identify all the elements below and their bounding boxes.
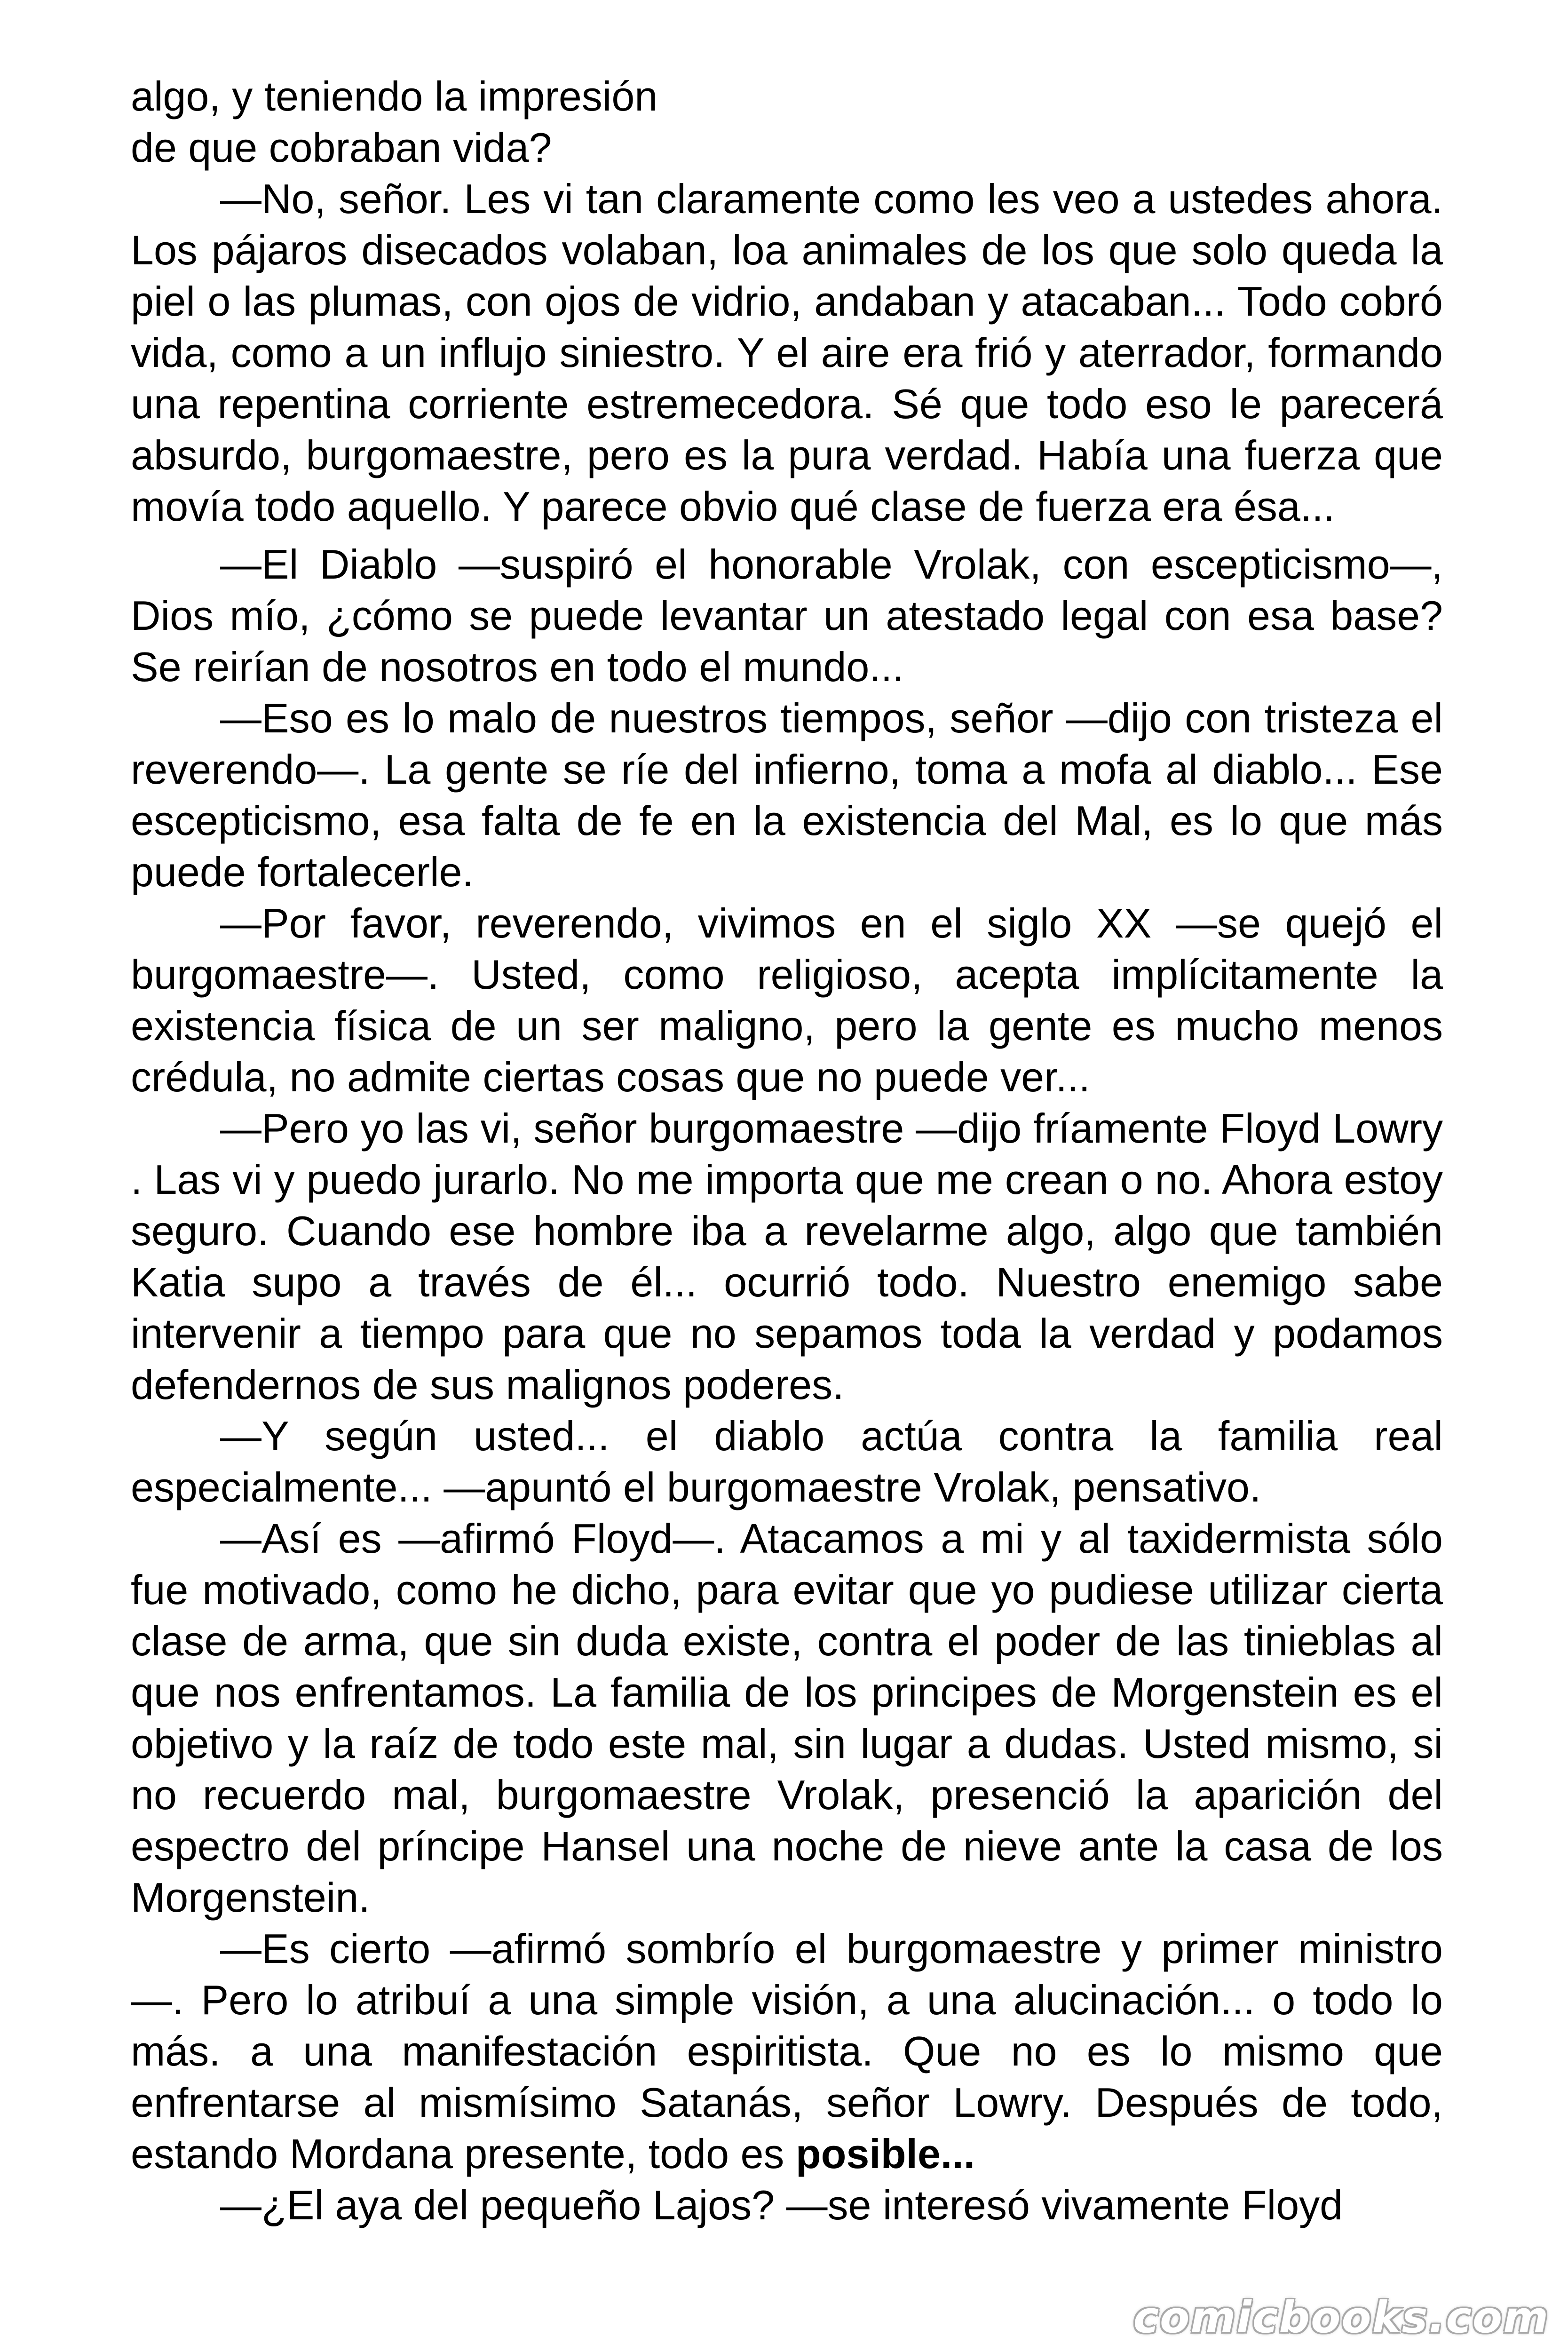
paragraph-9 <box>131 1923 1443 2179</box>
paragraph-1 <box>131 71 1443 173</box>
paragraph-5: —Por favor, reverendo, vivimos en el siglo XX —se quejó el burgomaestre—. Usted, como religioso, acepta implícitamente la existencia física de un ser maligno, pero la gente es mucho menos crédula, no admite ciertas cosas que no puede ver... <box>131 900 1443 1100</box>
paragraph-1-line-2: de que cobraban vida? <box>131 124 552 171</box>
paragraph-8: —Así es —afirmó Floyd—. Atacamos a mi y al taxidermista sólo fue motivado, como he dicho, para evitar que yo pudiese utilizar cierta clase de arma, que sin duda existe, contra el poder de las tinieblas al que nos enfrentamos. La familia de los principes de Morgenstein es el objetivo y la raíz de todo este mal, sin lugar a dudas. Usted mismo, si no recuerdo mal, burgomaestre Vrolak, presenció la aparición del espectro del príncipe Hansel una noche de nieve ante la casa de los Morgenstein. <box>131 1515 1443 1921</box>
paragraph-4: —Eso es lo malo de nuestros tiempos, señor —dijo con tristeza el reverendo—. La gente se ríe del infierno, toma a mofa al diablo... Ese escepticismo, esa falta de fe en la existencia del Mal, es lo que más puede fortalecerle. <box>131 695 1443 895</box>
paragraph-9-bold-text: posible... <box>795 2130 975 2177</box>
book-page <box>131 71 1443 2343</box>
watermark-logo: comicbooks.com <box>1133 2292 1549 2343</box>
paragraph-9-text: —Es cierto —afirmó sombrío el burgomaestre y primer ministro —. Pero lo atribuí a una simple visión, a una alucinación... o todo lo más. a una manifestación espiritista. Que no es lo mismo que enfrentarse al mismísimo Satanás, señor Lowry. Después de todo, estando Mordana presente, todo es <box>131 1925 1443 2177</box>
paragraph-10: —¿El aya del pequeño Lajos? —se interesó vivamente Floyd <box>220 2182 1343 2228</box>
paragraph-6: —Pero yo las vi, señor burgomaestre —dijo fríamente Floyd Lowry . Las vi y puedo jurarlo. No me importa que me crean o no. Ahora estoy seguro. Cuando ese hombre iba a revelarme algo, algo que también Katia supo a través de él... ocurrió todo. Nuestro enemigo sabe intervenir a tiempo para que no sepamos toda la verdad y podamos defendernos de sus malignos poderes. <box>131 1105 1443 1408</box>
paragraph-2: —No, señor. Les vi tan claramente como les veo a ustedes ahora. Los pájaros disecados volaban, loa animales de los que solo queda la piel o las plumas, con ojos de vidrio, andaban y atacaban... Todo cobró vida, como a un influjo siniestro. Y el aire era frió y aterrador, formando una repentina corriente estremecedora. Sé que todo eso le parecerá absurdo, burgomaestre, pero es la pura verdad. Había una fuerza que movía todo aquello. Y parece obvio qué clase de fuerza era ésa... <box>131 175 1443 530</box>
paragraph-1-line-1: algo, y teniendo la impresión <box>131 73 658 119</box>
paragraph-7: —Y según usted... el diablo actúa contra la familia real especialmente... —apuntó el burgomaestre Vrolak, pensativo. <box>131 1413 1443 1510</box>
paragraph-3: —El Diablo —suspiró el honorable Vrolak, con escepticismo—, Dios mío, ¿cómo se puede levantar un atestado legal con esa base? Se reirían de nosotros en todo el mundo... <box>131 541 1443 690</box>
